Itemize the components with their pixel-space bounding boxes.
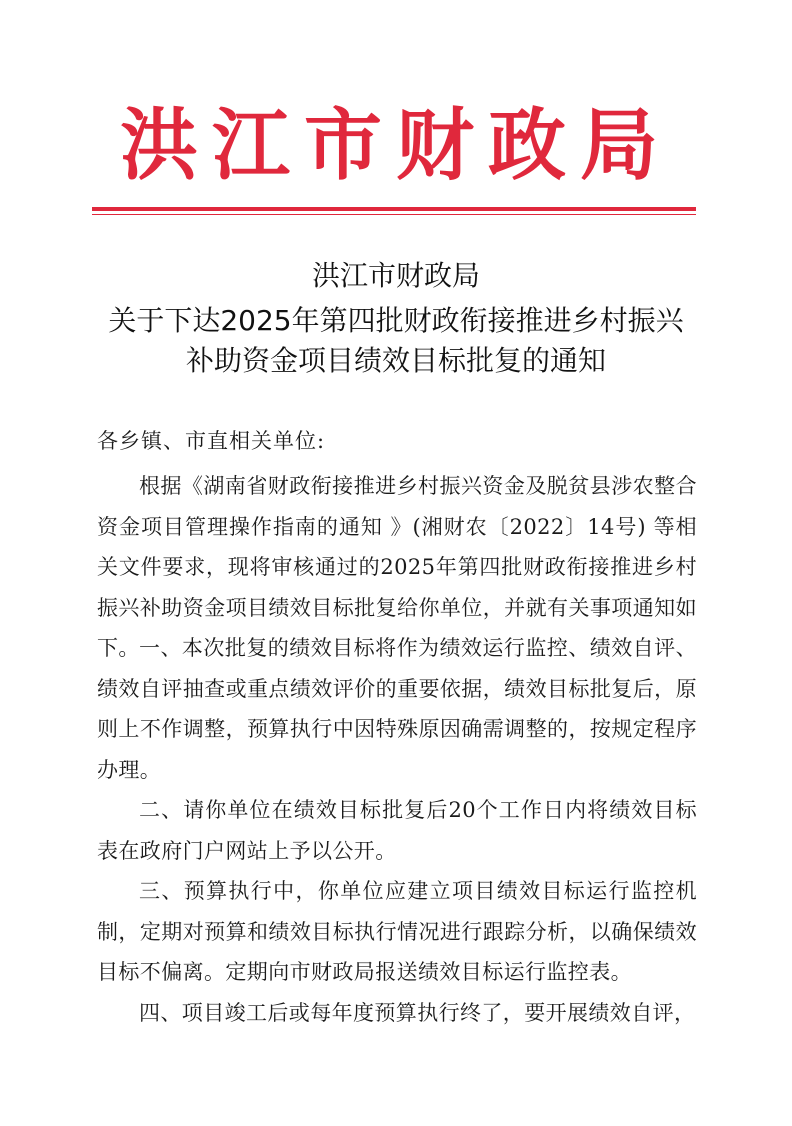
salutation: 各乡镇、市直相关单位: [97,429,326,453]
body-paragraph-item-3: 三、预算执行中，你单位应建立项目绩效目标运行监控机制，定期对预算和绩效目标执行情况进行跟踪分析，以确保绩效目标不偏离。定期向市财政局报送绩效目标运行监控表。 [97,879,697,984]
document-title-line-3: 补助资金项目绩效目标批复的通知 [185,344,606,377]
letterhead-divider-thick [92,207,696,211]
document-title-line-1: 洪江市财政局 [311,259,480,292]
document-title-line-2: 关于下达2025年第四批财政衔接推进乡村振兴 [108,304,684,337]
body-paragraph-item-2: 二、请你单位在绩效目标批复后20个工作日内将绩效目标表在政府门户网站上予以公开。 [97,798,697,863]
body-paragraph-intro: 根据《湖南省财政衔接推进乡村振兴资金及脱贫县涉农整合资金项目管理操作指南的通知 》(湘财农〔2022〕14号) 等相关文件要求，现将审核通过的2025年第四批财政衔接推进乡村振兴补助资金项目绩效目标批复给你单位，并就有关事项通知如下。 [97,474,697,660]
body-paragraph-item-4: 四、项目竣工后或每年度预算执行终了，要开展绩效自评， [139,1001,696,1025]
letterhead-divider-thin [92,214,696,215]
body-paragraph-item-1: 一、本次批复的绩效目标将作为绩效运行监控、绩效自评、绩效自评抽查或重点绩效评价的重要依据，绩效目标批复后，原则上不作调整，预算执行中因特殊原因确需调整的，按规定程序办理。 [97,636,697,782]
letterhead-title: 洪江市财政局 [119,100,672,191]
